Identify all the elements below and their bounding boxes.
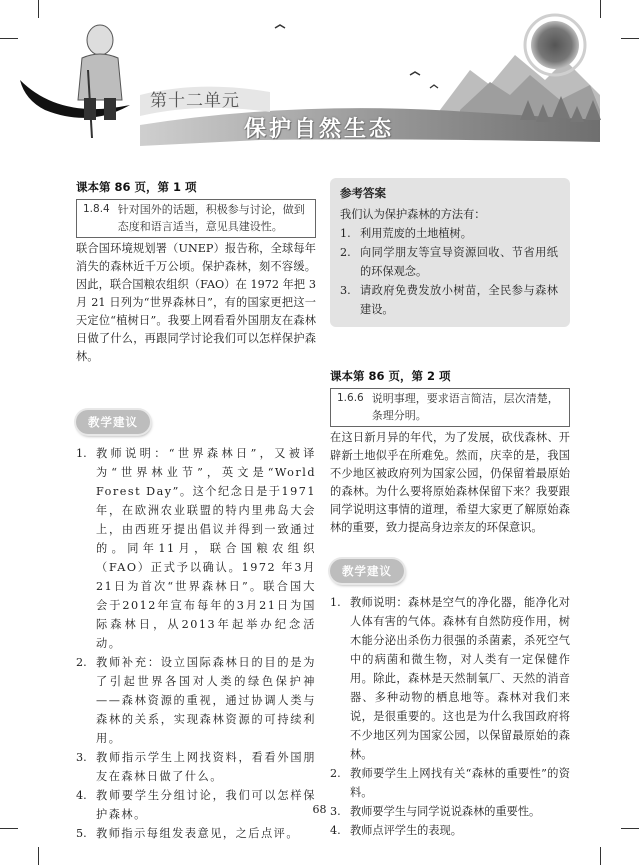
standard-box: [330, 388, 570, 427]
section-title: 课本第 86 页，第 1 项: [76, 180, 197, 194]
answer-intro: 我们认为保护森林的方法有：: [340, 208, 486, 221]
intro-paragraph: 在这日新月异的年代，为了发展，砍伐森林、开辟新土地似乎在所难免。然而，庆幸的是，我国不少地区被政府列为国家公园，仍保留着最原始的森林。为什么要将原始森林保留下来？我要跟同学说明这事情的道理，希望大家更了解原始森林的重要，致力提高身边亲友的环保意识。: [330, 431, 570, 534]
standard-text: 针对国外的话题，积极参与讨论，做到态度和语言适当，意见具建设性。: [117, 203, 305, 233]
teaching-suggestion-badge: 教学建议: [76, 410, 150, 434]
list-item: 4. 教师要学生分组讨论，我们可以怎样保护森林。: [76, 789, 316, 821]
crop-mark: [621, 828, 639, 829]
answer-title: 参考答案: [340, 186, 386, 200]
unit-title: 保护自然生态: [244, 117, 395, 142]
crop-mark: [0, 828, 18, 829]
unit-label: 第十二单元: [150, 91, 240, 111]
list-item: 2. 教师要学生上网找有关“森林的重要性”的资料。: [330, 767, 570, 799]
crop-mark: [38, 847, 39, 865]
crop-mark: [600, 847, 601, 865]
list-item: 1. 教师说明：“世界森林日”，又被译为“世界林业节”，英文是“World Forest Day”。这个纪念日是于1971年，在欧洲农业联盟的特内里弗岛大会上，由西班牙提出倡议并得到一致通过的。同年11月，联合国粮农组织（FAO）正式予以确认。1972 年3月21日为首次“世界森林日”。联合国大会于2012年宣布每年的3月21日为国际森林日，从2013年起举办纪念活动。: [76, 447, 316, 650]
list-item: 5. 教师指示每组发表意见，之后点评。: [76, 827, 300, 840]
standard-code: 1.8.4: [83, 203, 110, 215]
answer-list: [340, 224, 558, 319]
standard-box: [76, 199, 316, 238]
standard-code: 1.6.6: [337, 392, 364, 404]
standard-text: 说明事理，要求语言简洁，层次清楚，条理分明。: [371, 392, 559, 422]
list-item: 4. 教师点评学生的表现。: [330, 824, 462, 837]
section-title: 课本第 86 页，第 2 项: [330, 369, 451, 383]
right-column: [330, 178, 570, 840]
list-item: 1. 利用荒废的土地植树。: [340, 227, 472, 240]
list-item: 2. 向同学朋友等宣导资源回收、节省用纸的环保观念。: [340, 246, 558, 278]
list-item: 3. 教师要学生与同学说说森林的重要性。: [330, 805, 541, 818]
reference-answer-box: [330, 178, 570, 327]
list-item: 3. 教师指示学生上网找资料，看看外国朋友在森林日做了什么。: [76, 751, 316, 783]
teaching-suggestion-badge: 教学建议: [330, 559, 404, 583]
list-item: 2. 教师补充：设立国际森林日的目的是为了引起世界各国对人类的绿色保护神——森林资源的重视，通过协调人类与森林的关系，实现森林资源的可持续利用。: [76, 656, 316, 745]
left-column: [76, 178, 316, 843]
intro-paragraph: 联合国环境规划署（UNEP）报告称，全球每年消失的森林近千万公顷。保护森林，刻不容缓。因此，联合国粮农组织（FAO）在 1972 年把 3 月 21 日列为“世界森林日”，有的国家更把这一天定位“植树日”。我要上网看看外国朋友在森林日做了什么，再跟同学讨论我们可以怎样保护森林。: [76, 242, 316, 363]
page-number: 68: [312, 803, 327, 816]
suggestion-list: [76, 444, 316, 843]
unit-header: [0, 0, 639, 160]
list-item: 3. 请政府免费发放小树苗，全民参与森林建设。: [340, 284, 558, 316]
list-item: 1. 教师说明：森林是空气的净化器，能净化对人体有害的气体。森林有自然防疫作用，树木能分泌出杀伤力很强的杀菌素，杀死空气中的病菌和微生物，对人类有一定保健作用。除此，森林是天然制氧厂、天然的消音器、多种动物的栖息地等。森林对我们来说，是很重要的。这也是为什么我国政府将不少地区列为国家公园，以保留最原始的森林。: [330, 596, 570, 761]
